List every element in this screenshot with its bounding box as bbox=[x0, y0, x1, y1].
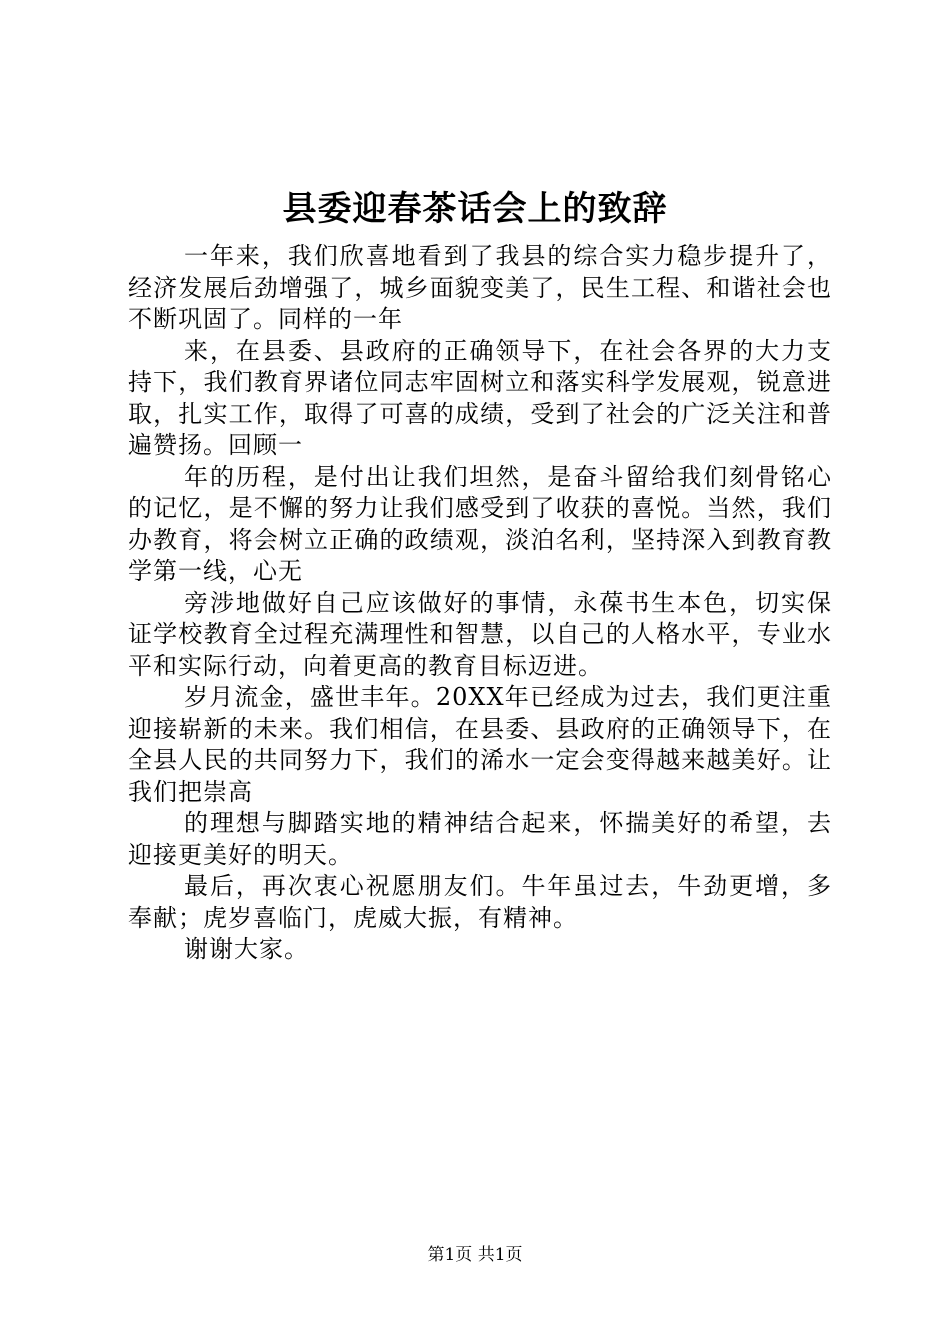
paragraph: 年的历程，是付出让我们坦然，是奋斗留给我们刻骨铭心的记忆，是不懈的努力让我们感受到了收获的喜悦。当然，我们办教育，将会树立正确的政绩观，淡泊名利，坚持深入到教育教学第一线，心无 bbox=[128, 462, 832, 585]
page-title: 县委迎春茶话会上的致辞 bbox=[282, 189, 668, 229]
paragraph: 谢谢大家。 bbox=[184, 935, 309, 963]
paragraph: 一年来，我们欣喜地看到了我县的综合实力稳步提升了，经济发展后劲增强了，城乡面貌变美了，民生工程、和谐社会也不断巩固了。同样的一年 bbox=[128, 242, 832, 333]
paragraph: 岁月流金，盛世丰年。20XX年已经成为过去，我们更注重迎接崭新的未来。我们相信，在县委、县政府的正确领导下，在全县人民的共同努力下，我们的浠水一定会变得越来越美好。让我们把崇高 bbox=[128, 683, 832, 806]
paragraph: 的理想与脚踏实地的精神结合起来，怀揣美好的希望，去迎接更美好的明天。 bbox=[128, 809, 832, 869]
paragraph: 来，在县委、县政府的正确领导下，在社会各界的大力支持下，我们教育界诸位同志牢固树立和落实科学发展观，锐意进取，扎实工作，取得了可喜的成绩，受到了社会的广泛关注和普遍赞扬。回顾一 bbox=[128, 336, 832, 459]
paragraph: 最后，再次衷心祝愿朋友们。牛年虽过去，牛劲更增，多奉献；虎岁喜临门，虎威大振，有精神。 bbox=[128, 872, 832, 932]
paragraph: 旁涉地做好自己应该做好的事情，永葆书生本色，切实保证学校教育全过程充满理性和智慧，以自己的人格水平，专业水平和实际行动，向着更高的教育目标迈进。 bbox=[128, 588, 832, 680]
document-body bbox=[128, 241, 832, 966]
page-footer: 第1页 共1页 bbox=[427, 1245, 523, 1265]
